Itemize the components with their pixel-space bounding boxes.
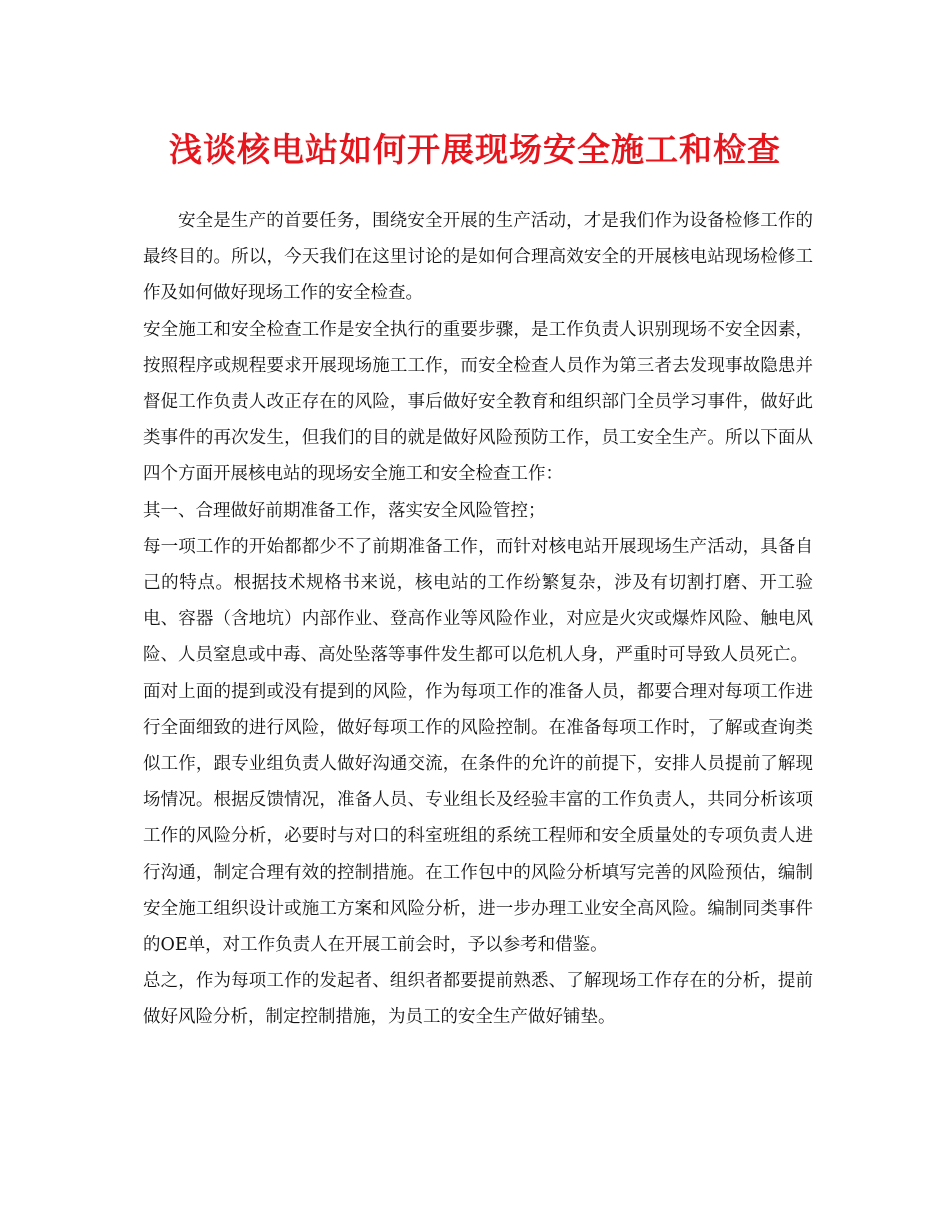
paragraph-overview: 安全施工和安全检查工作是安全执行的重要步骤，是工作负责人识别现场不安全因素，按照程序或规程要求开展现场施工工作，而安全检查人员作为第三者去发现事故隐患并督促工作负责人改正存在的风险，事后做好安全教育和组织部门全员学习事件，做好此类事件的再次发生，但我们的目的就是做好风险预防工作，员工安全生产。所以下面从四个方面开展核电站的现场安全施工和安全检查工作：	[143, 319, 813, 485]
paragraph-risks: 每一项工作的开始都都少不了前期准备工作，而针对核电站开展现场生产活动，具备自己的特点。根据技术规格书来说，核电站的工作纷繁复杂，涉及有切割打磨、开工验电、容器（含地坑）内部作业、登高作业等风险作业，对应是火灾或爆炸风险、触电风险、人员窒息或中毒、高处坠落等事件发生都可以危机人身，严重时可导致人员死亡。	[143, 536, 813, 666]
section-heading-one: 其一、合理做好前期准备工作，落实安全风险管控；	[143, 500, 546, 521]
paragraph-risk-control: 面对上面的提到或没有提到的风险，作为每项工作的准备人员，都要合理对每项工作进行全面细致的进行风险，做好每项工作的风险控制。在准备每项工作时，了解或查询类似工作，跟专业组负责人做好沟通交流，在条件的允许的前提下，安排人员提前了解现场情况。根据反馈情况，准备人员、专业组长及经验丰富的工作负责人，共同分析该项工作的风险分析，必要时与对口的科室班组的系统工程师和安全质量处的专项负责人进行沟通，制定合理有效的控制措施。在工作包中的风险分析填写完善的风险预估，编制安全施工组织设计或施工方案和风险分析，进一步办理工业安全高风险。编制同类事件的OE单，对工作负责人在开展工前会时，予以参考和借鉴。	[143, 681, 813, 956]
document-title: 浅谈核电站如何开展现场安全施工和检查	[169, 130, 781, 169]
document-body	[143, 203, 813, 1036]
paragraph-summary: 总之，作为每项工作的发起者、组织者都要提前熟悉、了解现场工作存在的分析，提前做好风险分析，制定控制措施，为员工的安全生产做好铺垫。	[143, 971, 813, 1028]
paragraph-intro: 安全是生产的首要任务，围绕安全开展的生产活动，才是我们作为设备检修工作的最终目的。所以，今天我们在这里讨论的是如何合理高效安全的开展核电站现场检修工作及如何做好现场工作的安全检查。	[143, 211, 813, 304]
